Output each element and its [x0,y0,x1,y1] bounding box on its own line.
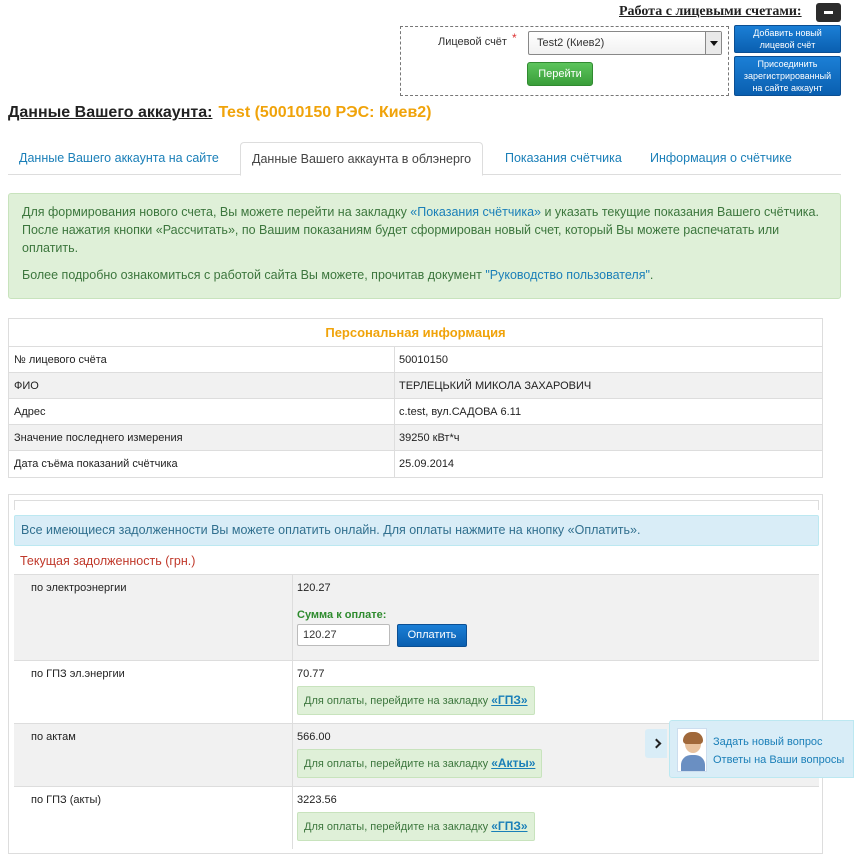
pay-hint [297,749,542,778]
row-key: № лицевого счёта [9,347,395,372]
account-select-value: Test2 (Киев2) [537,37,605,49]
tab-meter-readings[interactable]: Показания счётчика [505,151,622,165]
ask-question-link[interactable]: Задать новый вопрос [713,736,823,748]
go-button[interactable]: Перейти [527,62,593,86]
table-row [9,451,822,477]
row-key: по актам [14,724,293,786]
notice-paragraph-2 [22,266,827,284]
row-value: 3223.56 [297,794,337,806]
tab-oblenergo-account[interactable]: Данные Вашего аккаунта в облэнерго [240,142,483,176]
required-mark: * [512,31,517,45]
row-value: 39250 кВт*ч [399,432,460,444]
page-title [8,104,432,122]
pay-button[interactable]: Оплатить [397,624,467,647]
collapse-toggle-button[interactable] [816,3,841,22]
tab-meter-info[interactable]: Информация о счётчике [650,151,792,165]
acts-tab-link[interactable]: «Акты» [491,756,536,770]
accounts-title: Работа с лицевыми счетами: [619,4,802,19]
pay-hint-text: Для оплаты, перейдите на закладку [304,758,492,770]
debt-heading: Текущая задолженность (грн.) [20,554,196,568]
account-name: Test (50010150 РЭС: Киев2) [218,104,432,121]
row-key: Значение последнего измерения [9,425,395,450]
sum-input[interactable] [297,624,390,646]
row-key: ФИО [9,373,395,398]
pay-hint [297,686,535,715]
help-collapse-chevron-icon[interactable] [645,729,667,758]
table-row [9,373,822,399]
table-row [9,347,822,373]
row-value: 566.00 [297,731,331,743]
row-value: 120.27 [297,582,331,594]
pay-form [297,624,819,647]
row-value-cell [293,661,819,723]
personal-info-title: Персональная информация [9,319,822,347]
personal-info-table [8,318,823,478]
notice-text: Более подробно ознакомиться с работой сайта Вы можете, прочитав документ [22,268,486,282]
table-row [14,574,819,660]
gpz-tab-link[interactable]: «ГПЗ» [491,819,528,833]
row-key: по ГПЗ (акты) [14,787,293,849]
debt-section [8,494,823,854]
row-value: 70.77 [297,668,325,680]
row-value-cell [293,787,819,849]
pay-hint-text: Для оплаты, перейдите на закладку [304,821,492,833]
notice-text: и указать текущие показания Вашего счётчика. После нажатия кнопки «Рассчитать», по Вашим показаниям будет сформирован новый счет, который Вы можете распечатать или оплатить. [22,205,819,255]
user-guide-link[interactable]: "Руководство пользователя" [485,268,650,282]
row-value-cell [293,575,819,660]
row-key: по электроэнергии [14,575,293,660]
row-value: 50010150 [399,354,448,366]
pay-hint [297,812,535,841]
meter-readings-link[interactable]: «Показания счётчика» [410,205,541,219]
gpz-tab-link[interactable]: «ГПЗ» [491,693,528,707]
pay-online-notice: Все имеющиеся задолженности Вы можете оплатить онлайн. Для оплаты нажмите на кнопку «Оплатить». [14,515,819,546]
answers-link[interactable]: Ответы на Ваши вопросы [713,754,845,766]
debt-inner-frame [14,500,819,510]
add-account-button[interactable]: Добавить новый лицевой счёт [734,25,841,53]
notice-paragraph-1 [22,203,827,257]
notice-text: . [649,268,654,282]
account-select[interactable] [528,31,722,55]
row-key: Дата съёма показаний счётчика [9,451,395,477]
notice-text: Для формирования нового счета, Вы можете перейти на закладку [22,205,411,219]
tab-site-account[interactable]: Данные Вашего аккаунта на сайте [19,151,219,165]
help-widget [669,720,854,778]
dropdown-arrow-icon[interactable] [705,32,721,54]
info-notice [8,193,841,299]
table-row [9,399,822,425]
table-row [14,660,819,723]
table-row [14,786,819,849]
debt-table [14,574,819,849]
pay-hint-text: Для оплаты, перейдите на закладку [304,695,492,707]
row-key: по ГПЗ эл.энергии [14,661,293,723]
account-field-label: Лицевой счёт [438,36,507,48]
join-account-button[interactable]: Присоединить зарегистрированный на сайте аккаунт [734,56,841,96]
page-title-text: Данные Вашего аккаунта: [8,104,213,121]
row-value: 25.09.2014 [399,458,455,470]
support-avatar [677,728,707,772]
row-key: Адрес [9,399,395,424]
row-value: ТЕРЛЕЦЬКИЙ МИКОЛА ЗАХАРОВИЧ [399,380,592,392]
sum-label: Сумма к оплате: [297,609,387,621]
table-row [9,425,822,451]
row-value: с.test, вул.САДОВА 6.11 [399,406,522,418]
tab-bar [8,142,841,175]
